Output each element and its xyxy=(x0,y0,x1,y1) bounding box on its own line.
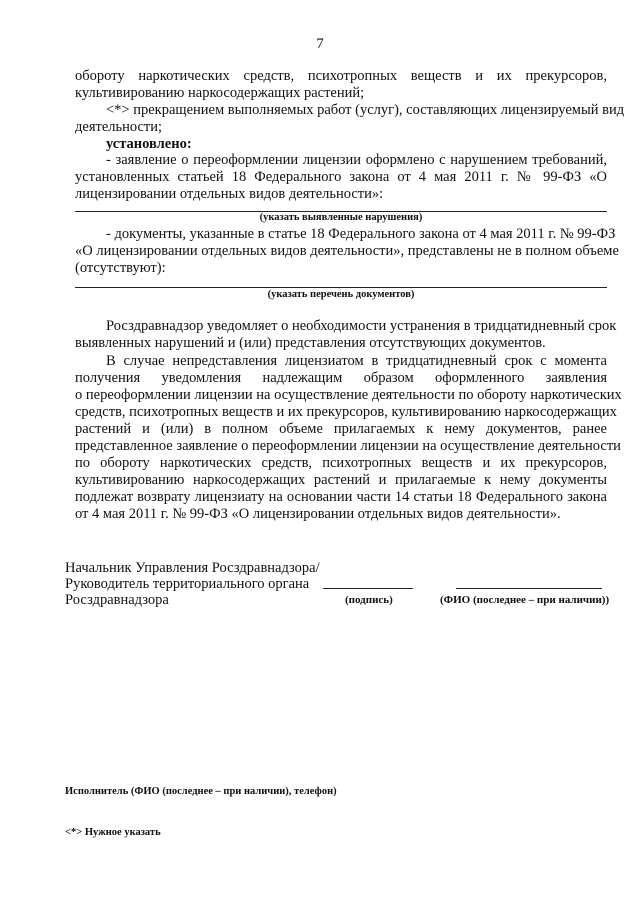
paragraph-line: представленное заявление о переоформлении лицензии на осуществление деятельности xyxy=(75,438,621,454)
paragraph-line: культивированию наркосодержащих растений и прилагаемые к нему документы xyxy=(75,472,607,488)
documents-caption: (указать перечень документов) xyxy=(267,289,415,300)
footnote: <*> Нужное указать xyxy=(65,827,161,838)
paragraph-line: по обороту наркотических средств, психотропных веществ и их прекурсоров, xyxy=(75,455,607,471)
paragraph-line: лицензировании отдельных видов деятельности»: xyxy=(75,186,384,202)
paragraph-line: культивированию наркосодержащих растений; xyxy=(75,85,365,101)
page-number: 7 xyxy=(316,36,324,52)
paragraph-line: растений и (или) в полном объеме прилагаемых к нему документов, ранее xyxy=(75,421,607,437)
signatory-line: Росздравнадзора xyxy=(65,592,169,608)
signatory-line: Начальник Управления Росздравнадзора/ xyxy=(65,560,320,576)
paragraph-line: Росздравнадзор уведомляет о необходимости устранения в тридцатидневный срок xyxy=(106,318,617,334)
violations-caption: (указать выявленные нарушения) xyxy=(259,212,423,223)
paragraph-line: получения уведомления надлежащим образом оформленного заявления xyxy=(75,370,607,386)
paragraph-line: средств, психотропных веществ и их прекурсоров, культивированию наркосодержащих xyxy=(75,404,617,420)
documents-field-line xyxy=(75,287,607,288)
executor-line: Исполнитель (ФИО (последнее – при наличии), телефон) xyxy=(65,786,337,797)
paragraph-line: - заявление о переоформлении лицензии оформлено с нарушением требований, xyxy=(106,152,607,168)
paragraph-line: обороту наркотических средств, психотропных веществ и их прекурсоров, xyxy=(75,68,607,84)
paragraph-line: (отсутствуют): xyxy=(75,260,166,276)
paragraph-line: <*> прекращением выполняемых работ (услуг), составляющих лицензируемый вид xyxy=(106,102,625,118)
name-caption: (ФИО (последнее – при наличии)) xyxy=(440,594,610,606)
paragraph-line: выявленных нарушений и (или) представления отсутствующих документов. xyxy=(75,335,546,351)
paragraph-line: деятельности; xyxy=(75,119,163,135)
paragraph-line: «О лицензировании отдельных видов деятельности», представлены не в полном объеме xyxy=(75,243,619,259)
paragraph-line: - документы, указанные в статье 18 Федерального закона от 4 мая 2011 г. № 99-ФЗ xyxy=(106,226,616,242)
signature-field-line xyxy=(323,588,413,589)
paragraph-line: В случае непредставления лицензиатом в тридцатидневный срок с момента xyxy=(106,353,607,369)
signatory-line: Руководитель территориального органа xyxy=(65,576,310,592)
name-field-line xyxy=(456,588,602,589)
paragraph-line: установленных статьей 18 Федерального закона от 4 мая 2011 г. № 99-ФЗ «О xyxy=(75,169,607,185)
paragraph-line: от 4 мая 2011 г. № 99-ФЗ «О лицензировании отдельных видов деятельности». xyxy=(75,506,561,522)
paragraph-line: подлежат возврату лицензиату на основании части 14 статьи 18 Федерального закона xyxy=(75,489,607,505)
established-heading: установлено: xyxy=(106,136,192,152)
signature-caption: (подпись) xyxy=(345,594,393,606)
paragraph-line: о переоформлении лицензии на осуществление деятельности по обороту наркотических xyxy=(75,387,622,403)
